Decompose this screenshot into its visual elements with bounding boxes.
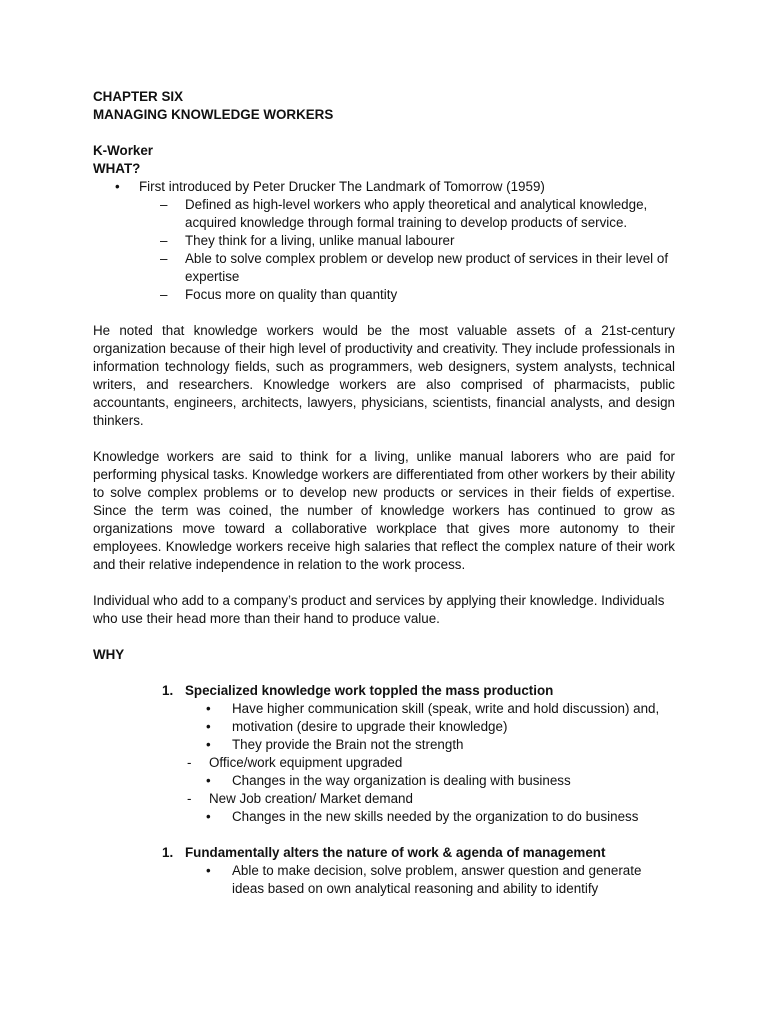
hyphen-icon: - [187, 791, 192, 806]
new-skills-text: Changes in the new skills needed by the organization to do business [232, 809, 639, 824]
first-introduced-text: First introduced by Peter Drucker The Landmark of Tomorrow (1959) [139, 179, 545, 194]
paragraph-individual: Individual who add to a company’s product and services by applying their knowledge. Individuals who use their head more than their hand to produce value. [93, 593, 665, 626]
dash-icon: – [160, 197, 168, 212]
item-title: Fundamentally alters the nature of work & agenda of management [185, 845, 606, 860]
hyphen-icon: - [187, 755, 192, 770]
list-item [93, 232, 675, 250]
motivation-text: motivation (desire to upgrade their knowledge) [232, 719, 508, 734]
list-item [93, 178, 675, 196]
list-item [93, 250, 675, 286]
bullet-icon: • [206, 719, 211, 734]
brain-text: They provide the Brain not the strength [232, 737, 464, 752]
bullet-icon: • [206, 701, 211, 716]
numbered-item [93, 682, 675, 700]
item-title: Specialized knowledge work toppled the mass production [185, 683, 554, 698]
bullet-icon: • [206, 809, 211, 824]
list-item [93, 862, 675, 898]
definition-text: Defined as high-level workers who apply theoretical and analytical knowledge, acquired knowledge through formal training to develop products of service. [185, 197, 648, 230]
new-job-text: New Job creation/ Market demand [209, 791, 413, 806]
bullet-icon: • [115, 179, 120, 194]
decision-text: Able to make decision, solve problem, answer question and generate ideas based on own analytical reasoning and ability to identify [232, 863, 642, 896]
bullet-icon: • [206, 737, 211, 752]
list-item [93, 736, 675, 754]
dash-icon: – [160, 287, 168, 302]
numbered-item [93, 844, 675, 862]
dash-icon: – [160, 233, 168, 248]
list-item [93, 754, 675, 772]
quality-text: Focus more on quality than quantity [185, 287, 398, 302]
chapter-title: MANAGING KNOWLEDGE WORKERS [93, 107, 334, 122]
think-text: They think for a living, unlike manual labourer [185, 233, 455, 248]
item-number: 1. [162, 683, 174, 698]
what-heading: WHAT? [93, 161, 141, 176]
kworker-heading: K-Worker [93, 143, 154, 158]
document-page [93, 88, 675, 898]
list-item [93, 718, 675, 736]
list-item [93, 790, 675, 808]
item-number: 1. [162, 845, 174, 860]
communication-text: Have higher communication skill (speak, write and hold discussion) and, [232, 701, 660, 716]
list-item [93, 196, 675, 232]
chapter-number: CHAPTER SIX [93, 89, 184, 104]
list-item [93, 700, 675, 718]
list-item [93, 772, 675, 790]
why-heading: WHY [93, 647, 125, 662]
office-text: Office/work equipment upgraded [209, 755, 403, 770]
paragraph-drucker: He noted that knowledge workers would be the most valuable assets of a 21st-century organization because of their high level of productivity and creativity. They include professionals in information technology fields, such as programmers, web designers, system analysts, technical writers, and researchers. Knowledge workers are also comprised of pharmacists, public accountants, engineers, architects, lawyers, physicians, scientists, financial analysts, and design thinkers. [93, 323, 675, 428]
dash-icon: – [160, 251, 168, 266]
list-item [93, 808, 675, 826]
paragraph-think: Knowledge workers are said to think for a living, unlike manual laborers who are paid for performing physical tasks. Knowledge workers are differentiated from other workers by their ability to solve complex problems or to develop new products or services in their fields of expertise. Since the term was coined, the number of knowledge workers has continued to grow as organizations move toward a collaborative workplace that gives more autonomy to their employees. Knowledge workers receive high salaries that reflect the complex nature of their work and their relative independence in relation to the work process. [93, 449, 675, 572]
changes-way-text: Changes in the way organization is dealing with business [232, 773, 571, 788]
bullet-icon: • [206, 863, 211, 878]
bullet-icon: • [206, 773, 211, 788]
list-item [93, 286, 675, 304]
solve-text: Able to solve complex problem or develop new product of services in their level of expertise [185, 251, 669, 284]
